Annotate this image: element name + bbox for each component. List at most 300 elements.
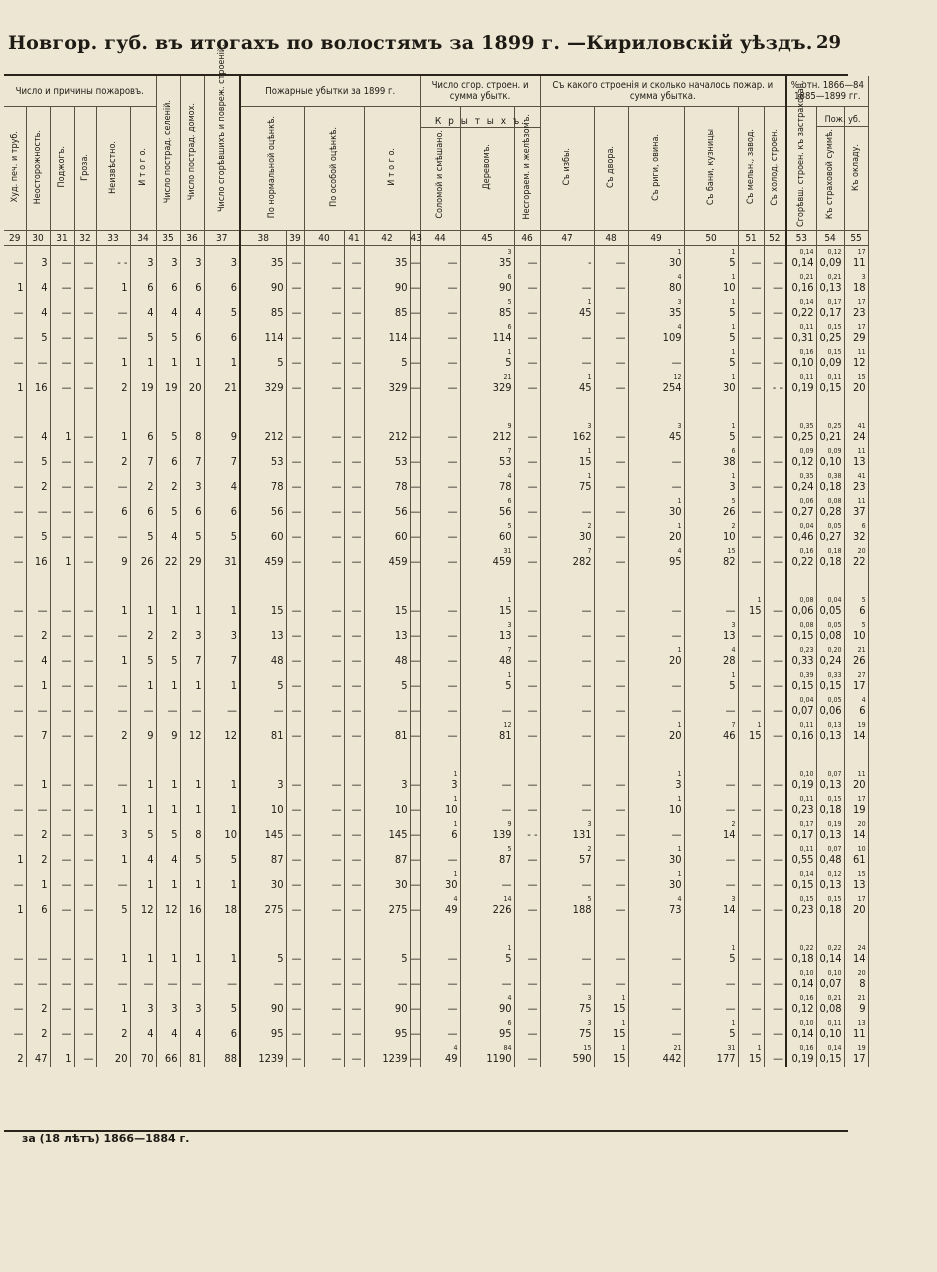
table-cell: 6 xyxy=(156,271,180,296)
cell-superscript: 0,04 xyxy=(799,522,814,530)
table-cell: — xyxy=(628,470,684,495)
table-cell: — xyxy=(344,495,364,520)
table-cell: 3 xyxy=(96,818,130,843)
table-cell: — xyxy=(4,669,26,694)
spacer-cell xyxy=(96,744,130,768)
table-cell xyxy=(738,719,764,744)
table-cell: — xyxy=(410,1017,420,1042)
cell-superscript: 17 xyxy=(857,895,866,903)
table-cell: — xyxy=(304,296,344,321)
table-row xyxy=(4,818,868,843)
table-row xyxy=(4,893,868,918)
cell-value: 30 xyxy=(722,381,736,394)
table-cell xyxy=(628,371,684,396)
table-cell: 6 xyxy=(96,495,130,520)
table-cell: — xyxy=(304,669,344,694)
spacer-cell xyxy=(240,918,286,942)
table-cell: — xyxy=(4,246,26,272)
cell-superscript: 6 xyxy=(507,1019,512,1027)
cell-superscript: 0,11 xyxy=(827,1019,842,1027)
cell-value: 0,09 xyxy=(819,256,842,269)
cell-superscript: 0,14 xyxy=(799,298,814,306)
table-cell: — xyxy=(420,296,460,321)
cell-value: 114 xyxy=(492,331,512,344)
column-number-row xyxy=(4,231,868,246)
table-cell: 5 xyxy=(156,420,180,445)
table-cell: — xyxy=(344,271,364,296)
table-cell: — xyxy=(764,768,786,793)
table-cell: — xyxy=(764,420,786,445)
cell-value: 0,21 xyxy=(819,430,842,443)
spacer-cell xyxy=(738,744,764,768)
table-cell: 1 xyxy=(96,420,130,445)
table-cell: 2 xyxy=(156,470,180,495)
table-cell: — xyxy=(594,843,628,868)
table-cell xyxy=(786,470,816,495)
table-cell: — xyxy=(594,768,628,793)
spacer-cell xyxy=(180,570,204,594)
table-cell: 81 xyxy=(240,719,286,744)
table-cell: — xyxy=(594,818,628,843)
table-cell: — xyxy=(26,495,50,520)
cell-value: 73 xyxy=(668,903,682,916)
spacer-cell xyxy=(4,570,26,594)
cell-value: 0,18 xyxy=(791,952,814,965)
table-cell: — xyxy=(764,992,786,1017)
column-number: 29 xyxy=(4,231,26,246)
table-cell: 60 xyxy=(364,520,410,545)
table-cell xyxy=(684,520,738,545)
table-cell: 212 xyxy=(364,420,410,445)
table-cell: — xyxy=(286,893,304,918)
cell-value: 20 xyxy=(852,381,866,394)
table-cell: — xyxy=(514,619,540,644)
table-cell xyxy=(684,495,738,520)
cell-value: 0,17 xyxy=(819,306,842,319)
table-cell: — xyxy=(594,669,628,694)
cell-value: 109 xyxy=(662,331,682,344)
table-cell: — xyxy=(420,445,460,470)
table-cell: 4 xyxy=(156,520,180,545)
table-cell: — xyxy=(738,470,764,495)
table-cell: — xyxy=(344,942,364,967)
table-cell: — xyxy=(738,545,764,570)
table-cell xyxy=(540,445,594,470)
spacer-cell xyxy=(410,396,420,420)
table-cell xyxy=(628,768,684,793)
spacer-cell xyxy=(540,744,594,768)
table-cell: 3 xyxy=(156,246,180,272)
table-cell: 5 xyxy=(156,644,180,669)
table-cell: — xyxy=(50,619,74,644)
table-cell: — xyxy=(4,644,26,669)
cell-superscript: 6 xyxy=(861,522,866,530)
header-group-roofs: Число сгор. строен. и сумма убытк. xyxy=(420,76,540,107)
cell-superscript: 4 xyxy=(453,1044,458,1052)
table-cell: — xyxy=(738,495,764,520)
table-cell: — xyxy=(96,619,130,644)
spacer-cell xyxy=(74,396,96,420)
table-cell: — xyxy=(764,321,786,346)
cell-superscript: 0,22 xyxy=(799,944,814,952)
table-cell xyxy=(816,793,844,818)
table-cell: — xyxy=(764,719,786,744)
table-cell: 6 xyxy=(156,445,180,470)
cell-value: 11 xyxy=(852,256,866,269)
cell-superscript: 17 xyxy=(857,298,866,306)
table-cell: — xyxy=(540,271,594,296)
cell-value: 0,46 xyxy=(791,530,814,543)
cell-value: 139 xyxy=(492,828,512,841)
table-cell: 7 xyxy=(26,719,50,744)
cell-value: 0,24 xyxy=(791,480,814,493)
table-cell: — xyxy=(764,445,786,470)
cell-superscript: 1 xyxy=(677,870,682,878)
cell-superscript: 0,39 xyxy=(799,671,814,679)
spacer-cell xyxy=(514,918,540,942)
cell-superscript: 0,16 xyxy=(799,348,814,356)
table-cell: — xyxy=(304,942,344,967)
table-cell: — xyxy=(96,694,130,719)
table-cell xyxy=(786,843,816,868)
cell-superscript: 1 xyxy=(677,770,682,778)
cell-superscript: 1 xyxy=(731,422,736,430)
cell-value: 78 xyxy=(498,480,512,493)
cell-superscript: 31 xyxy=(727,1044,736,1052)
cell-superscript: 0,04 xyxy=(799,696,814,704)
table-cell: - - xyxy=(514,818,540,843)
cell-superscript: 3 xyxy=(587,994,592,1002)
cell-superscript: 0,15 xyxy=(827,895,842,903)
spacer-cell xyxy=(844,918,868,942)
spacer-cell xyxy=(50,570,74,594)
table-cell xyxy=(816,868,844,893)
table-cell: 48 xyxy=(364,644,410,669)
table-cell: 1 xyxy=(130,346,156,371)
spacer-cell xyxy=(240,744,286,768)
cell-superscript: 1 xyxy=(731,373,736,381)
spacer-cell xyxy=(816,396,844,420)
table-cell: 90 xyxy=(240,992,286,1017)
table-cell xyxy=(540,1042,594,1067)
table-cell: — xyxy=(74,371,96,396)
table-cell: — xyxy=(50,942,74,967)
table-cell: 85 xyxy=(364,296,410,321)
table-cell: — xyxy=(286,321,304,346)
table-cell: — xyxy=(286,545,304,570)
table-cell: — xyxy=(738,246,764,272)
cell-superscript: 0,11 xyxy=(799,845,814,853)
table-cell: 9 xyxy=(156,719,180,744)
table-cell: — xyxy=(684,843,738,868)
header-bath: Съ бани, кузницы xyxy=(684,107,738,231)
table-cell: — xyxy=(738,619,764,644)
cell-value: 17 xyxy=(852,1052,866,1065)
cell-superscript: 1 xyxy=(621,994,626,1002)
table-cell: 3 xyxy=(156,992,180,1017)
table-cell xyxy=(786,644,816,669)
cell-value: 0,23 xyxy=(791,803,814,816)
spacer-cell xyxy=(816,918,844,942)
table-cell: — xyxy=(74,719,96,744)
table-cell: 87 xyxy=(240,843,286,868)
table-cell: 1 xyxy=(96,644,130,669)
table-cell: — xyxy=(344,246,364,272)
table-cell: — xyxy=(74,420,96,445)
cell-value: 3 xyxy=(675,778,682,791)
table-cell: 9 xyxy=(96,545,130,570)
table-cell xyxy=(816,445,844,470)
table-cell: — xyxy=(594,420,628,445)
table-cell: 12 xyxy=(130,893,156,918)
table-cell xyxy=(628,271,684,296)
table-cell xyxy=(628,321,684,346)
cell-superscript: 20 xyxy=(857,969,866,977)
table-cell: 29 xyxy=(180,545,204,570)
table-cell xyxy=(816,619,844,644)
table-cell: — xyxy=(4,694,26,719)
table-cell: — xyxy=(738,669,764,694)
table-cell xyxy=(844,296,868,321)
table-cell: — xyxy=(410,868,420,893)
cell-superscript: 21 xyxy=(503,373,512,381)
table-cell xyxy=(844,246,868,272)
cell-superscript: 21 xyxy=(673,1044,682,1052)
table-cell: 1 xyxy=(180,942,204,967)
table-cell: 5 xyxy=(240,669,286,694)
table-cell xyxy=(786,246,816,272)
spacer-cell xyxy=(240,570,286,594)
cell-superscript: 0,10 xyxy=(799,1019,814,1027)
table-cell: — xyxy=(764,271,786,296)
cell-value: 38 xyxy=(722,455,736,468)
table-cell: — xyxy=(764,793,786,818)
table-cell: — xyxy=(4,470,26,495)
table-cell xyxy=(460,594,514,619)
cell-value: 282 xyxy=(572,555,592,568)
cell-value: 45 xyxy=(578,381,592,394)
table-cell xyxy=(540,1017,594,1042)
table-cell xyxy=(816,594,844,619)
cell-superscript: 7 xyxy=(731,721,736,729)
table-cell xyxy=(684,1017,738,1042)
table-cell: 4 xyxy=(156,296,180,321)
spacer-cell xyxy=(844,570,868,594)
cell-value: 329 xyxy=(492,381,512,394)
table-cell: — xyxy=(4,793,26,818)
table-cell xyxy=(460,321,514,346)
table-cell: — xyxy=(344,1042,364,1067)
table-cell: — xyxy=(304,420,344,445)
table-cell xyxy=(684,818,738,843)
cell-value: 0,22 xyxy=(791,306,814,319)
table-row xyxy=(4,296,868,321)
header-arson: Поджогъ. xyxy=(50,107,74,231)
table-cell: 5 xyxy=(26,445,50,470)
cell-value: 0,23 xyxy=(791,903,814,916)
table-cell: — xyxy=(738,942,764,967)
spacer-cell xyxy=(628,744,684,768)
cell-superscript: 0,11 xyxy=(827,373,842,381)
table-cell: — xyxy=(74,1017,96,1042)
cell-superscript: 84 xyxy=(503,1044,512,1052)
table-cell: — xyxy=(304,843,344,868)
table-cell: 15 xyxy=(364,594,410,619)
table-cell: — xyxy=(594,967,628,992)
table-cell: — xyxy=(594,246,628,272)
table-cell xyxy=(460,246,514,272)
table-cell: — xyxy=(286,793,304,818)
table-cell: — xyxy=(286,296,304,321)
table-cell: 19 xyxy=(130,371,156,396)
cell-superscript: 17 xyxy=(857,795,866,803)
cell-superscript: 10 xyxy=(857,845,866,853)
table-cell xyxy=(786,545,816,570)
cell-superscript: 0,15 xyxy=(827,795,842,803)
table-cell: — xyxy=(738,967,764,992)
table-cell: 2 xyxy=(130,470,156,495)
table-cell: 90 xyxy=(364,271,410,296)
table-cell: 6 xyxy=(180,495,204,520)
table-cell: — xyxy=(540,495,594,520)
cell-superscript: 11 xyxy=(857,497,866,505)
cell-value: 0,28 xyxy=(819,505,842,518)
cell-value: 15 xyxy=(612,1027,626,1040)
header-row-columns xyxy=(4,107,868,231)
table-cell xyxy=(816,644,844,669)
table-cell: — xyxy=(286,843,304,868)
table-cell: — xyxy=(628,346,684,371)
table-cell: — xyxy=(304,495,344,520)
table-cell xyxy=(684,246,738,272)
table-cell xyxy=(684,271,738,296)
table-cell: 1 xyxy=(204,942,240,967)
cell-value: 13 xyxy=(852,455,866,468)
spacer-cell xyxy=(4,744,26,768)
table-cell: — xyxy=(304,520,344,545)
table-cell: — xyxy=(50,594,74,619)
cell-superscript: 2 xyxy=(731,820,736,828)
header-roofs-sub: К р ы т ы х ъ. xyxy=(421,116,541,128)
cell-value: 22 xyxy=(852,555,866,568)
table-cell xyxy=(786,942,816,967)
table-row xyxy=(4,793,868,818)
table-cell: 1 xyxy=(130,768,156,793)
cell-value: 10 xyxy=(668,803,682,816)
table-cell: — xyxy=(514,246,540,272)
cell-value: 60 xyxy=(498,530,512,543)
spacer-cell xyxy=(50,396,74,420)
table-cell xyxy=(816,1042,844,1067)
cell-value: 10 xyxy=(722,530,736,543)
table-cell: 3 xyxy=(130,246,156,272)
table-cell: — xyxy=(74,246,96,272)
table-cell xyxy=(628,495,684,520)
cell-value: 17 xyxy=(852,679,866,692)
table-cell: 1 xyxy=(50,1042,74,1067)
cell-value: 8 xyxy=(859,977,866,990)
cell-superscript: 0,08 xyxy=(827,497,842,505)
table-cell: 5 xyxy=(180,843,204,868)
table-cell xyxy=(844,1017,868,1042)
cell-superscript: 3 xyxy=(731,895,736,903)
table-cell: — xyxy=(420,271,460,296)
table-cell xyxy=(844,371,868,396)
page-number: 29 xyxy=(815,32,841,53)
cell-value: 81 xyxy=(498,729,512,742)
table-cell: — xyxy=(540,868,594,893)
table-cell: — xyxy=(74,619,96,644)
table-cell: — xyxy=(410,719,420,744)
cell-value: 0,15 xyxy=(819,679,842,692)
spacer-cell xyxy=(26,396,50,420)
cell-value: 90 xyxy=(498,1002,512,1015)
table-cell: — xyxy=(420,594,460,619)
table-cell: — xyxy=(594,619,628,644)
cell-value: 95 xyxy=(668,555,682,568)
cell-value: 10 xyxy=(852,629,866,642)
table-cell: 1 xyxy=(204,793,240,818)
table-cell xyxy=(684,893,738,918)
cell-value: 29 xyxy=(852,331,866,344)
table-cell: — xyxy=(286,768,304,793)
cell-value: 87 xyxy=(498,853,512,866)
cell-value: 0,15 xyxy=(819,381,842,394)
table-cell: — xyxy=(764,470,786,495)
table-cell: — xyxy=(764,942,786,967)
table-cell: 1 xyxy=(50,545,74,570)
cell-value: 0,06 xyxy=(819,704,842,717)
cell-value: 14 xyxy=(722,828,736,841)
spacer-cell xyxy=(738,570,764,594)
cell-superscript: 1 xyxy=(757,721,762,729)
cell-superscript: 0,14 xyxy=(799,870,814,878)
table-cell xyxy=(844,893,868,918)
table-cell xyxy=(816,768,844,793)
cell-value: 75 xyxy=(578,1027,592,1040)
table-cell: — xyxy=(514,594,540,619)
table-cell: — xyxy=(410,768,420,793)
cell-superscript: 0,11 xyxy=(799,323,814,331)
cell-value: 23 xyxy=(852,480,866,493)
table-cell: — xyxy=(764,1017,786,1042)
column-number: 31 xyxy=(50,231,74,246)
cell-superscript: 4 xyxy=(677,323,682,331)
table-cell xyxy=(844,545,868,570)
table-cell: — xyxy=(50,818,74,843)
cell-superscript: 0,10 xyxy=(827,969,842,977)
table-cell xyxy=(684,719,738,744)
cell-superscript: 4 xyxy=(507,472,512,480)
table-cell xyxy=(684,346,738,371)
cell-superscript: 21 xyxy=(857,646,866,654)
column-number: 35 xyxy=(156,231,180,246)
header-cold: Съ холод. строен. xyxy=(764,107,786,231)
table-cell: — xyxy=(684,967,738,992)
header-villages: Число пострад. селеній. xyxy=(156,76,180,231)
cell-superscript: 1 xyxy=(677,795,682,803)
table-row xyxy=(4,719,868,744)
column-number: 48 xyxy=(594,231,628,246)
cell-value: 15 xyxy=(498,604,512,617)
table-cell xyxy=(460,470,514,495)
cell-superscript: 0,25 xyxy=(827,422,842,430)
cell-value: 0,18 xyxy=(819,903,842,916)
table-cell xyxy=(844,719,868,744)
table-cell xyxy=(844,694,868,719)
table-cell: — xyxy=(738,868,764,893)
table-cell: 18 xyxy=(204,893,240,918)
